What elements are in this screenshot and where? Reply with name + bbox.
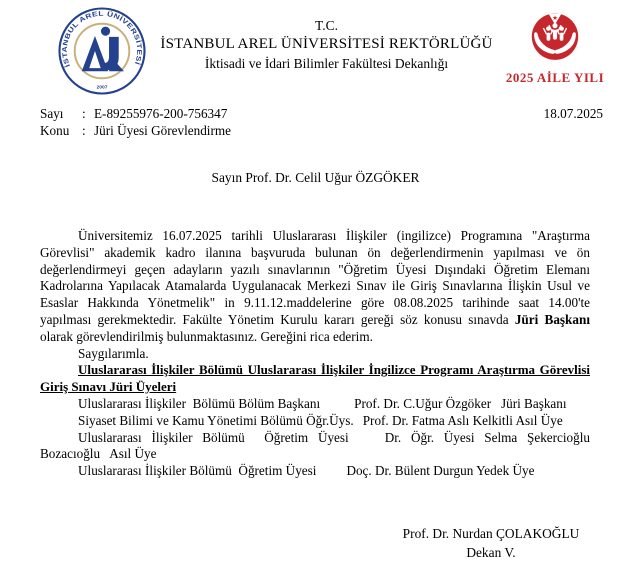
document-date: 18.07.2025 [543, 106, 603, 121]
family-year-caption: 2025 AİLE YILI [505, 70, 605, 85]
sayi-colon: : [82, 106, 86, 121]
konu-row [40, 122, 603, 139]
body-text-bold: Jüri Başkanı [514, 311, 590, 327]
jury-position: Siyaset Bilimi ve Kamu Yönetimi Bölümü Öğr.Üys. [78, 412, 354, 428]
letterhead [0, 0, 631, 95]
emblem-star-icon: ★ [552, 14, 558, 22]
konu-value: Jüri Üyesi Görevlendirme [94, 123, 231, 138]
sayi-value: E-89255976-200-756347 [94, 106, 228, 121]
jury-position: Uluslararası İlişkiler Bölümü Öğretim Üyesi [78, 429, 349, 445]
jury-position: Uluslararası İlişkiler Bölümü Öğretim Üyesi [78, 463, 317, 479]
republic-abbrev: T.C. [315, 18, 338, 33]
jury-row [40, 396, 590, 413]
arel-university-logo-icon [54, 7, 150, 95]
family-year-emblem-icon [522, 10, 588, 68]
institution-name: İSTANBUL AREL ÜNİVERSİTESİ REKTÖRLÜĞÜ [160, 36, 493, 52]
logo-ring-text: İSTANBUL AREL ÜNİVERSİTESİ [61, 10, 143, 68]
sayi-row [40, 105, 603, 122]
jury-member: Prof. Dr. C.Uğur Özgöker Jüri Başkanı [354, 395, 567, 411]
body-paragraph [40, 228, 590, 346]
body-text-before: Üniversitemiz 16.07.2025 tarihli Uluslararası İlişkiler (ingilizce) Programına "Araştırma Görevlisi" akademik kadro ilanına başvuruda bulunan ön değerlendirmenin yapılması ve ön değerlendirmeyi geçen adayların yazılı sınavlarının "Öğretim Üyesi Dışındaki Öğretim Elemanı Kadrolarına Yapılacak Atamalarda Uygulanacak Merkezi Sınav ile Giriş Sınavlarına İlişkin Usul ve Esaslar Hakkında Yönetmelik" in 9.11.12.maddelerine göre 08.08.2025 tarihinde saat 14.00'te yapılması gerekmektedir. Fakülte Yönetim Kurulu kararı gereği söz konusu sınavda [40, 228, 590, 327]
sayi-label: Sayı [40, 106, 64, 121]
body-text-after: olarak görevlendirilmiş bulunmaktasınız. Gereğini rica ederim. [40, 328, 373, 344]
signer-title: Dekan V. [466, 545, 516, 560]
jury-row [40, 429, 594, 464]
jury-row [40, 463, 590, 480]
signature-block [372, 524, 610, 562]
department-name: İktisadi ve İdari Bilimler Fakültesi Dekanlığı [204, 56, 449, 71]
jury-member: Doç. Dr. Bülent Durgun Yedek Üye [346, 463, 535, 479]
logo-founding-year: 2007 [96, 85, 108, 91]
jury-list [40, 395, 594, 480]
jury-position: Uluslararası İlişkiler Bölümü Bölüm Başkanı [78, 395, 321, 411]
konu-colon: : [82, 123, 86, 138]
jury-row [40, 413, 590, 430]
signer-name: Prof. Dr. Nurdan ÇOLAKOĞLU [402, 526, 580, 541]
jury-member: Dr. Öğr. Üyesi Selma Şekercioğlu Bozacıoğlu Asıl Üye [40, 429, 594, 462]
jury-heading: Uluslararası İlişkiler Bölümü Uluslararası İlişkiler İngilizce Programı Araştırma Görevlisi Giriş Sınavı Jüri Üyeleri [40, 362, 590, 395]
family-year-logo [503, 7, 607, 86]
konu-label: Konu [40, 123, 70, 138]
addressee-line: Sayın Prof. Dr. Celil Uğur ÖZGÖKER [211, 170, 420, 185]
document-meta [40, 105, 603, 139]
letterhead-titles [150, 7, 503, 73]
jury-member: Prof. Dr. Fatma Aslı Kelkitli Asıl Üye [362, 412, 563, 428]
closing-line: Saygılarımla. [78, 345, 149, 361]
